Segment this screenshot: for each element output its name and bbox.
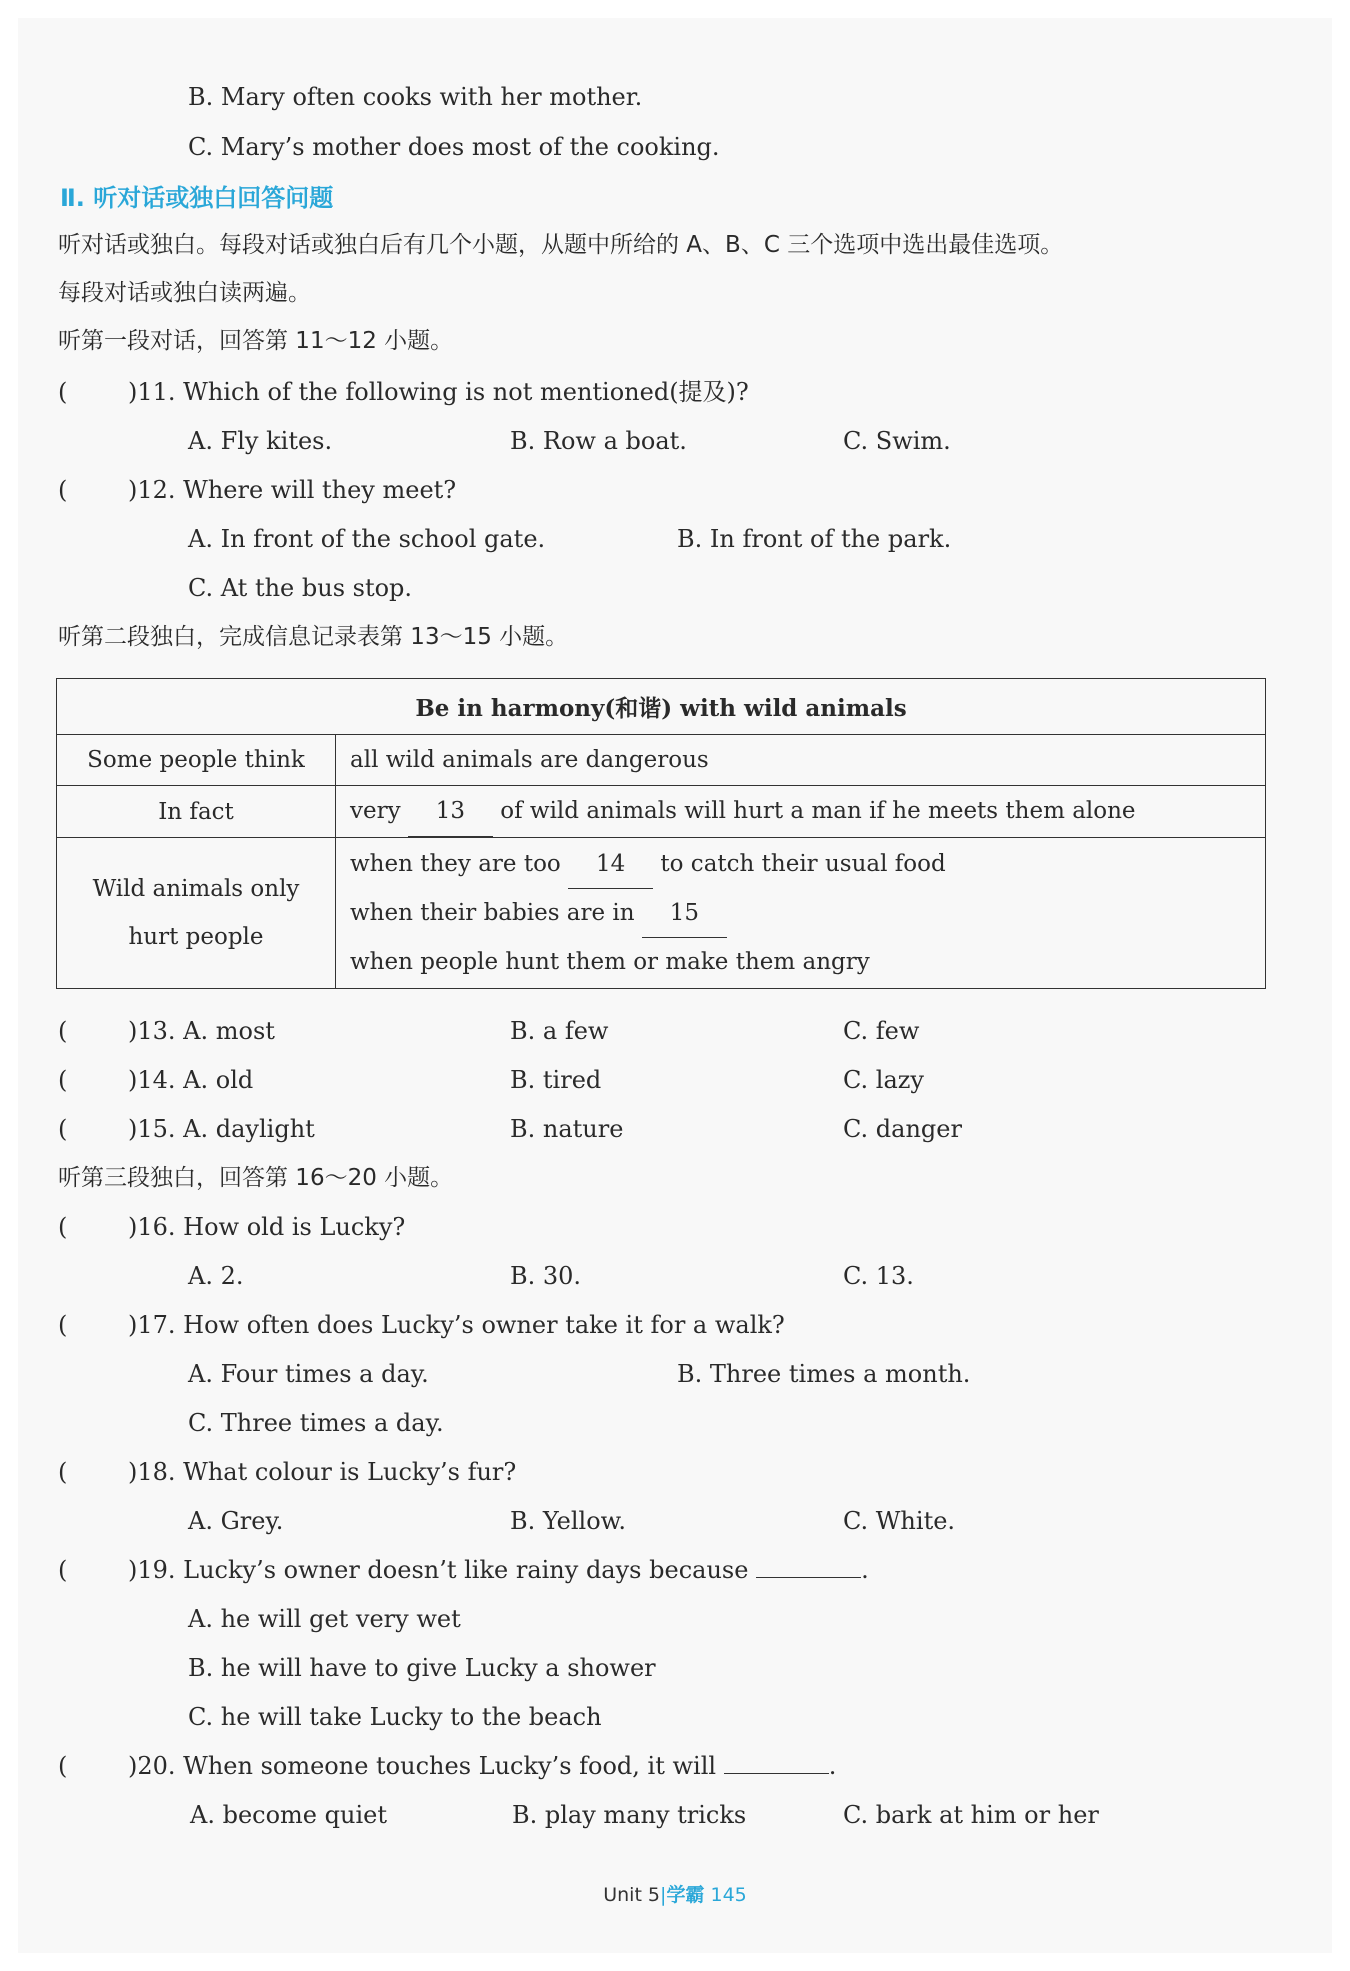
answer-paren: ( — [58, 1556, 68, 1584]
q18-option-c: C. White. — [843, 1507, 956, 1535]
q11-option-b: B. Row a boat. — [510, 427, 687, 455]
question-13: )13. A. most — [128, 1017, 275, 1045]
row3-line2-before: when their babies are in — [350, 900, 635, 926]
answer-paren: ( — [58, 476, 68, 504]
question-11: )11. Which of the following is not mentioned(提及)? — [128, 378, 749, 406]
info-table — [56, 678, 1266, 989]
question-19 — [128, 1555, 869, 1585]
q16-option-c: C. 13. — [843, 1262, 914, 1290]
part3-heading: 听第三段独白，回答第 16～20 小题。 — [58, 1165, 454, 1191]
page-number: 145 — [710, 1884, 747, 1906]
instruction-line-1: 听对话或独白。每段对话或独白后有几个小题，从题中所给的 A、B、C 三个选项中选出最佳选项。 — [58, 232, 1064, 258]
row3-line1 — [350, 840, 1251, 889]
answer-paren: ( — [58, 1311, 68, 1339]
question-15: )15. A. daylight — [128, 1115, 315, 1143]
q20-answer-blank[interactable] — [724, 1773, 829, 1774]
q18-option-b: B. Yellow. — [510, 1507, 626, 1535]
table-row1-label: Some people think — [57, 735, 336, 786]
blank-14[interactable]: 14 — [568, 840, 653, 889]
q17-option-a: A. Four times a day. — [188, 1360, 429, 1388]
q20-period: . — [828, 1752, 837, 1780]
q14-option-c: C. lazy — [843, 1066, 924, 1094]
row3-line3: when people hunt them or make them angry — [350, 949, 870, 975]
table-row3-value — [336, 838, 1266, 989]
answer-paren: ( — [58, 1017, 68, 1045]
q19-option-a: A. he will get very wet — [188, 1605, 461, 1633]
blank-13[interactable]: 13 — [408, 786, 493, 837]
option-b: B. Mary often cooks with her mother. — [188, 83, 643, 111]
table-row3-label — [57, 838, 336, 989]
section-title: Ⅱ. 听对话或独白回答问题 — [60, 184, 334, 212]
q16-option-a: A. 2. — [188, 1262, 244, 1290]
answer-paren: ( — [58, 1066, 68, 1094]
question-14: )14. A. old — [128, 1066, 254, 1094]
q12-option-a: A. In front of the school gate. — [188, 525, 546, 553]
q13-option-b: B. a few — [510, 1017, 609, 1045]
part1-heading: 听第一段对话，回答第 11～12 小题。 — [58, 328, 454, 354]
q14-option-b: B. tired — [510, 1066, 602, 1094]
question-18: )18. What colour is Lucky’s fur? — [128, 1458, 517, 1486]
q12-option-c: C. At the bus stop. — [188, 574, 413, 602]
answer-paren: ( — [58, 378, 68, 406]
q20-option-c: C. bark at him or her — [843, 1801, 1099, 1829]
row2-text-after: of wild animals will hurt a man if he meets them alone — [500, 798, 1136, 824]
row3-label-line1: Wild animals only — [92, 876, 300, 902]
q19-answer-blank[interactable] — [756, 1577, 861, 1578]
q11-option-a: A. Fly kites. — [188, 427, 333, 455]
q17-option-b: B. Three times a month. — [677, 1360, 971, 1388]
row2-text-before: very — [350, 798, 401, 824]
q20-option-a: A. become quiet — [190, 1801, 387, 1829]
row3-line1-before: when they are too — [350, 851, 561, 877]
instruction-line-2: 每段对话或独白读两遍。 — [58, 280, 311, 306]
question-20 — [128, 1751, 836, 1781]
q15-option-b: B. nature — [510, 1115, 624, 1143]
q13-option-c: C. few — [843, 1017, 920, 1045]
answer-paren: ( — [58, 1752, 68, 1780]
table-row2-label: In fact — [57, 786, 336, 838]
q20-stem-text: )20. When someone touches Lucky’s food, it will — [128, 1752, 717, 1780]
table-title: Be in harmony(和谐) with wild animals — [57, 679, 1266, 735]
q18-option-a: A. Grey. — [188, 1507, 284, 1535]
q19-stem-text: )19. Lucky’s owner doesn’t like rainy days because — [128, 1556, 749, 1584]
page-footer — [0, 1880, 1350, 1907]
q12-option-b: B. In front of the park. — [677, 525, 952, 553]
row3-line1-after: to catch their usual food — [660, 851, 946, 877]
q15-option-c: C. danger — [843, 1115, 962, 1143]
footer-unit: Unit 5 — [603, 1884, 661, 1906]
q19-option-b: B. he will have to give Lucky a shower — [188, 1654, 656, 1682]
footer-brand: 学霸 — [666, 1884, 705, 1906]
q19-period: . — [861, 1556, 869, 1584]
q20-option-b: B. play many tricks — [512, 1801, 747, 1829]
question-16: )16. How old is Lucky? — [128, 1213, 406, 1241]
q19-option-c: C. he will take Lucky to the beach — [188, 1703, 602, 1731]
table-row2-value — [336, 786, 1266, 838]
q11-option-c: C. Swim. — [843, 427, 951, 455]
part2-heading: 听第二段独白，完成信息记录表第 13～15 小题。 — [58, 624, 569, 650]
question-12: )12. Where will they meet? — [128, 476, 457, 504]
option-c: C. Mary’s mother does most of the cooking. — [188, 133, 720, 161]
blank-15[interactable]: 15 — [642, 889, 727, 938]
question-17: )17. How often does Lucky’s owner take it for a walk? — [128, 1311, 785, 1339]
row3-label-line2: hurt people — [128, 924, 264, 950]
answer-paren: ( — [58, 1213, 68, 1241]
row3-line2 — [350, 889, 1251, 938]
answer-paren: ( — [58, 1458, 68, 1486]
answer-paren: ( — [58, 1115, 68, 1143]
q17-option-c: C. Three times a day. — [188, 1409, 444, 1437]
q16-option-b: B. 30. — [510, 1262, 582, 1290]
table-row1-value: all wild animals are dangerous — [336, 735, 1266, 786]
footer-separator: | — [660, 1884, 667, 1906]
